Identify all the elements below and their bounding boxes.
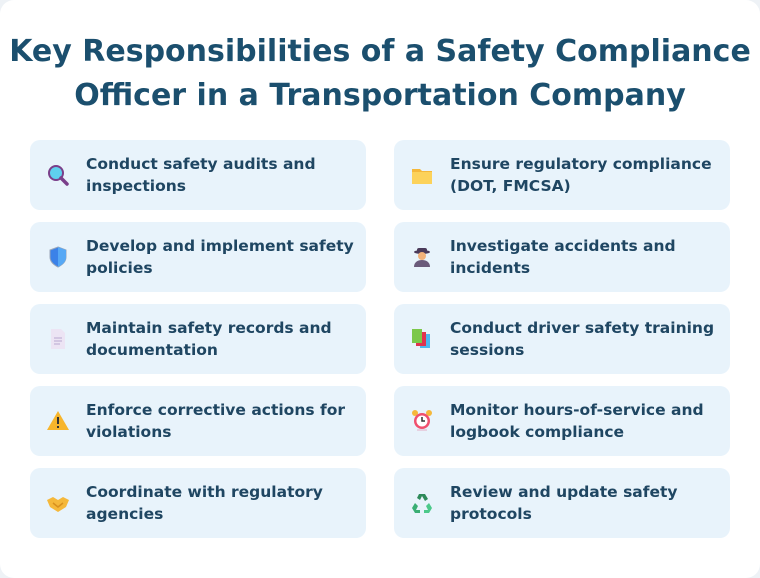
item-label: Conduct safety audits and inspections xyxy=(86,155,316,195)
page-title: Key Responsibilities of a Safety Compliance Officer in a Transportation Company xyxy=(9,34,751,113)
responsibility-item xyxy=(30,304,366,374)
responsibility-item xyxy=(30,386,366,456)
warning-icon xyxy=(46,409,70,433)
responsibility-item xyxy=(30,468,366,538)
recycle-icon xyxy=(410,491,434,515)
handshake-icon xyxy=(46,491,70,515)
shield-icon xyxy=(46,245,70,269)
detective-icon xyxy=(410,245,434,269)
item-label: Develop and implement safety policies xyxy=(86,237,354,277)
item-label: Review and update safety protocols xyxy=(450,483,678,523)
responsibility-item xyxy=(394,140,730,210)
item-label: Enforce corrective actions for violations xyxy=(86,401,346,441)
item-label: Investigate accidents and incidents xyxy=(450,237,676,277)
item-label: Monitor hours-of-service and logbook compliance xyxy=(450,401,704,441)
responsibility-item xyxy=(394,386,730,456)
responsibility-item xyxy=(30,222,366,292)
books-icon xyxy=(410,327,434,351)
responsibility-item xyxy=(394,222,730,292)
item-label: Maintain safety records and documentation xyxy=(86,319,332,359)
magnifying-glass-icon xyxy=(46,163,70,187)
item-label: Conduct driver safety training sessions xyxy=(450,319,715,359)
folder-icon xyxy=(410,163,434,187)
item-label: Coordinate with regulatory agencies xyxy=(86,483,323,523)
responsibility-item xyxy=(394,304,730,374)
item-label: Ensure regulatory compliance (DOT, FMCSA) xyxy=(450,155,712,195)
responsibility-item xyxy=(394,468,730,538)
responsibility-item xyxy=(30,140,366,210)
document-icon xyxy=(46,327,70,351)
alarm-clock-icon xyxy=(410,409,434,433)
